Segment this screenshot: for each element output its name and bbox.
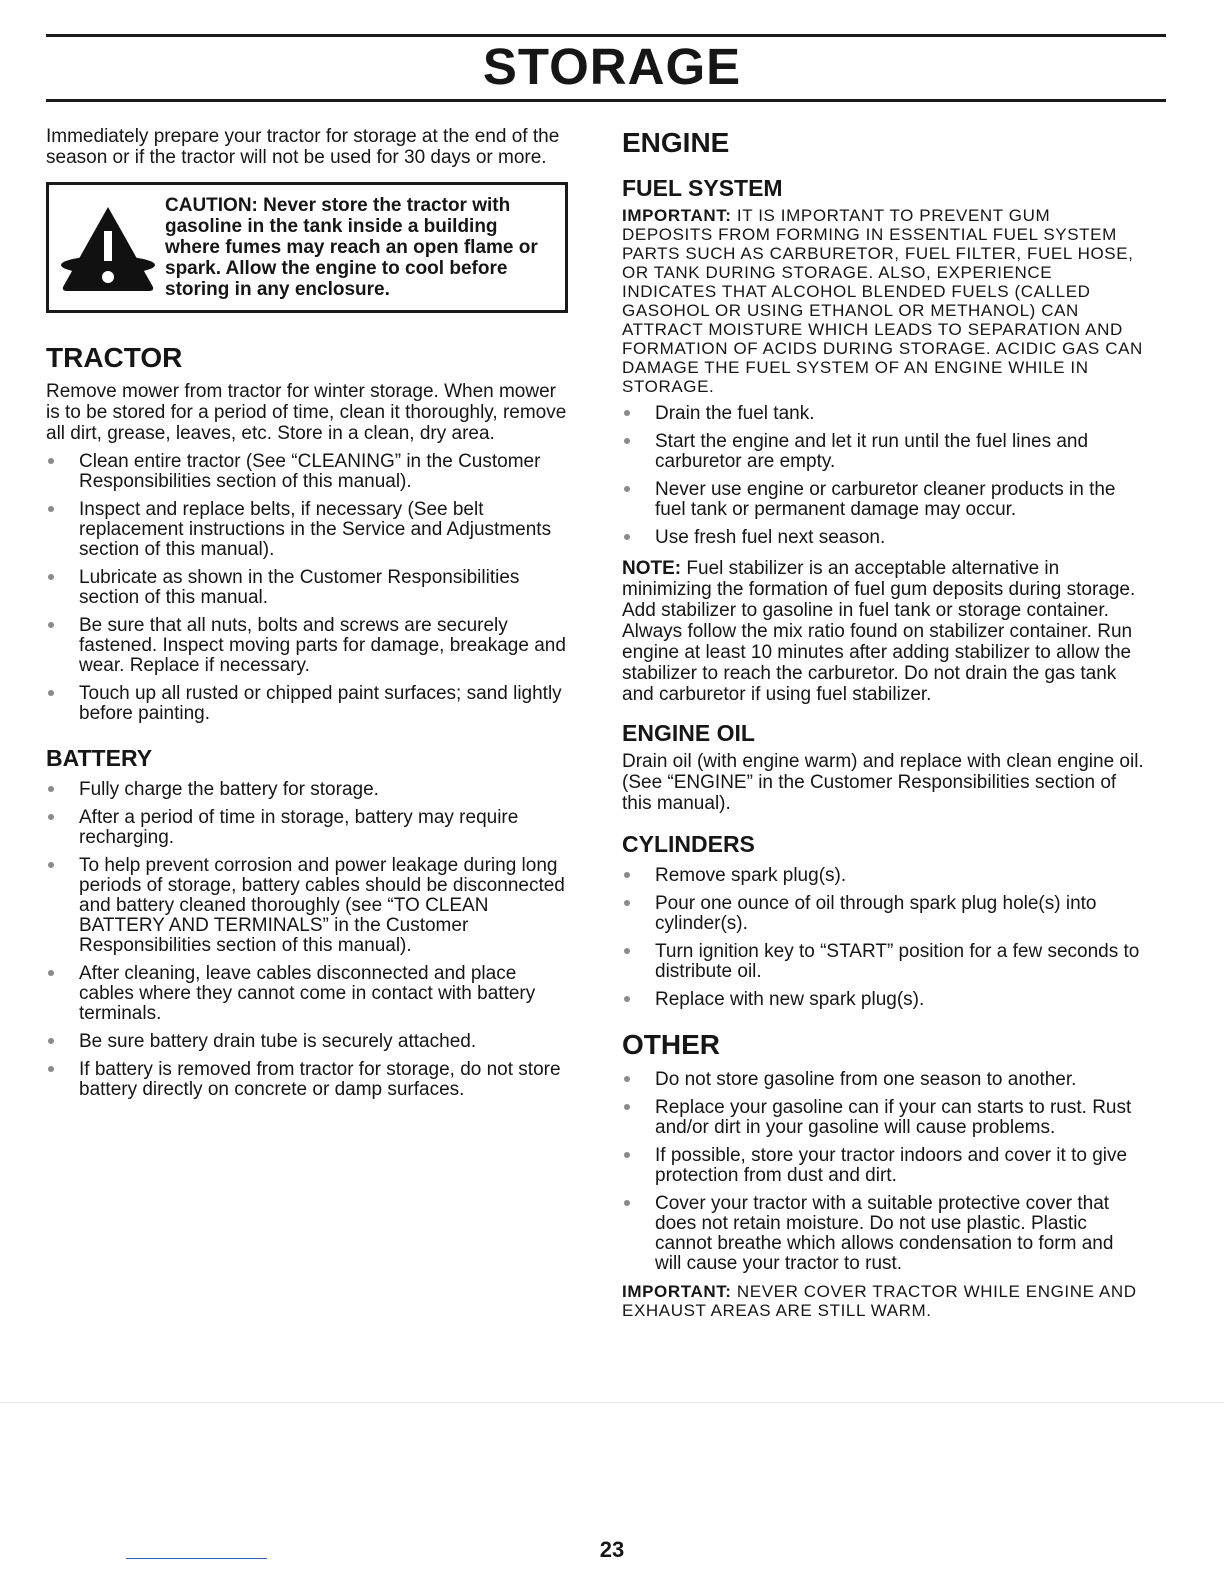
page-number: 23 xyxy=(599,1537,625,1562)
page-title: STORAGE xyxy=(482,38,742,95)
list-item: Touch up all rusted or chipped paint surfaces; sand lightly before painting. xyxy=(46,684,568,724)
fuel-important-note xyxy=(622,206,1144,396)
list-item: Pour one ounce of oil through spark plug hole(s) into cylinder(s). xyxy=(622,894,1144,934)
list-item: Replace your gasoline can if your can starts to rust. Rust and/or dirt in your gasoline will cause problems. xyxy=(622,1098,1144,1138)
important-label: IMPORTANT: xyxy=(622,1282,732,1301)
battery-heading: BATTERY xyxy=(46,745,153,771)
list-item: Use fresh fuel next season. xyxy=(622,528,1144,548)
scan-edge xyxy=(0,1402,1224,1403)
fuel-note xyxy=(622,558,1144,705)
list-item: Cover your tractor with a suitable protective cover that does not retain moisture. Do not use plastic. Plastic cannot breathe which allows condensation to form and will cause your tractor to rust. xyxy=(622,1194,1144,1274)
caution-text: CAUTION: Never store the tractor with gasoline in the tank inside a building where fumes may reach an open flame or spark. Allow the engine to cool before storing in any enclosure. xyxy=(165,195,538,300)
list-item: After a period of time in storage, battery may require recharging. xyxy=(46,808,568,848)
important-text: NEVER COVER TRACTOR WHILE ENGINE AND EXHAUST AREAS ARE STILL WARM. xyxy=(622,1282,1137,1320)
list-item: After cleaning, leave cables disconnected and place cables where they cannot come in contact with battery terminals. xyxy=(46,964,568,1024)
warning-triangle-icon xyxy=(59,203,157,293)
important-label: IMPORTANT: xyxy=(622,206,732,225)
list-item: To help prevent corrosion and power leakage during long periods of storage, battery cables should be disconnected and battery cleaned thoroughly (see “TO CLEAN BATTERY AND TERMINALS” in the Customer Responsibilities section of this manual). xyxy=(46,856,568,956)
list-item: Do not store gasoline from one season to another. xyxy=(622,1070,1144,1090)
list-item: Never use engine or carburetor cleaner products in the fuel tank or permanent damage may occur. xyxy=(622,480,1144,520)
list-item: Turn ignition key to “START” position for a few seconds to distribute oil. xyxy=(622,942,1144,982)
list-item: If battery is removed from tractor for storage, do not store battery directly on concrete or damp surfaces. xyxy=(46,1060,568,1100)
battery-list xyxy=(46,780,568,1100)
intro-paragraph: Immediately prepare your tractor for storage at the end of the season or if the tractor will not be used for 30 days or more. xyxy=(46,126,560,168)
left-column xyxy=(46,126,568,1100)
cylinders-list xyxy=(622,866,1144,1010)
note-text: Fuel stabilizer is an acceptable alternative in minimizing the formation of fuel gum deposits during storage. Add stabilizer to gasoline in fuel tank or storage container. Always follow the mix ratio found on stabilizer container. Run engine at least 10 minutes after adding stabilizer to allow the stabilizer to reach the carburetor. Do not drain the gas tank and carburetor if using fuel stabilizer. xyxy=(622,558,1136,705)
header-rule-bottom xyxy=(46,99,1166,102)
note-label: NOTE: xyxy=(622,558,682,579)
list-item: Lubricate as shown in the Customer Responsibilities section of this manual. xyxy=(46,568,568,608)
important-text: IT IS IMPORTANT TO PREVENT GUM DEPOSITS FROM FORMING IN ESSENTIAL FUEL SYSTEM PARTS SUCH AS CARBURETOR, FUEL FILTER, FUEL HOSE, OR TANK DURING STORAGE. ALSO, EXPERIENCE INDICATES THAT ALCOHOL BLENDED FUELS (CALLED GASOHOL OR USING ETHANOL OR METHANOL) CAN ATTRACT MOISTURE WHICH LEADS TO SEPARATION AND FORMATION OF ACIDS DURING STORAGE. ACIDIC GAS CAN DAMAGE THE FUEL SYSTEM OF AN ENGINE WHILE IN STORAGE. xyxy=(622,206,1143,396)
list-item: Replace with new spark plug(s). xyxy=(622,990,1144,1010)
engine-oil-paragraph: Drain oil (with engine warm) and replace with clean engine oil. (See “ENGINE” in the Customer Responsibilities section of this manual). xyxy=(622,751,1144,814)
tractor-paragraph: Remove mower from tractor for winter storage. When mower is to be stored for a period of time, clean it thoroughly, remove all dirt, grease, leaves, etc. Store in a clean, dry area. xyxy=(46,381,567,444)
fuel-system-heading: FUEL SYSTEM xyxy=(622,175,783,201)
caution-box xyxy=(46,182,568,313)
engine-heading: ENGINE xyxy=(622,127,730,158)
list-item: Clean entire tractor (See “CLEANING” in the Customer Responsibilities section of this manual). xyxy=(46,452,568,492)
list-item: Start the engine and let it run until the fuel lines and carburetor are empty. xyxy=(622,432,1144,472)
other-heading: OTHER xyxy=(622,1029,720,1060)
list-item: Inspect and replace belts, if necessary (See belt replacement instructions in the Service and Adjustments section of this manual). xyxy=(46,500,568,560)
tractor-list xyxy=(46,452,568,724)
footer-line xyxy=(126,1558,267,1559)
list-item: Drain the fuel tank. xyxy=(622,404,1144,424)
other-important-note xyxy=(622,1282,1144,1320)
cylinders-heading: CYLINDERS xyxy=(622,831,755,857)
other-list xyxy=(622,1070,1144,1274)
right-column xyxy=(622,126,1144,1320)
tractor-heading: TRACTOR xyxy=(46,342,183,373)
engine-oil-heading: ENGINE OIL xyxy=(622,720,755,746)
list-item: If possible, store your tractor indoors and cover it to give protection from dust and dirt. xyxy=(622,1146,1144,1186)
list-item: Fully charge the battery for storage. xyxy=(46,780,568,800)
fuel-list xyxy=(622,404,1144,548)
list-item: Remove spark plug(s). xyxy=(622,866,1144,886)
list-item: Be sure that all nuts, bolts and screws are securely fastened. Inspect moving parts for damage, breakage and wear. Replace if necessary. xyxy=(46,616,568,676)
list-item: Be sure battery drain tube is securely attached. xyxy=(46,1032,568,1052)
